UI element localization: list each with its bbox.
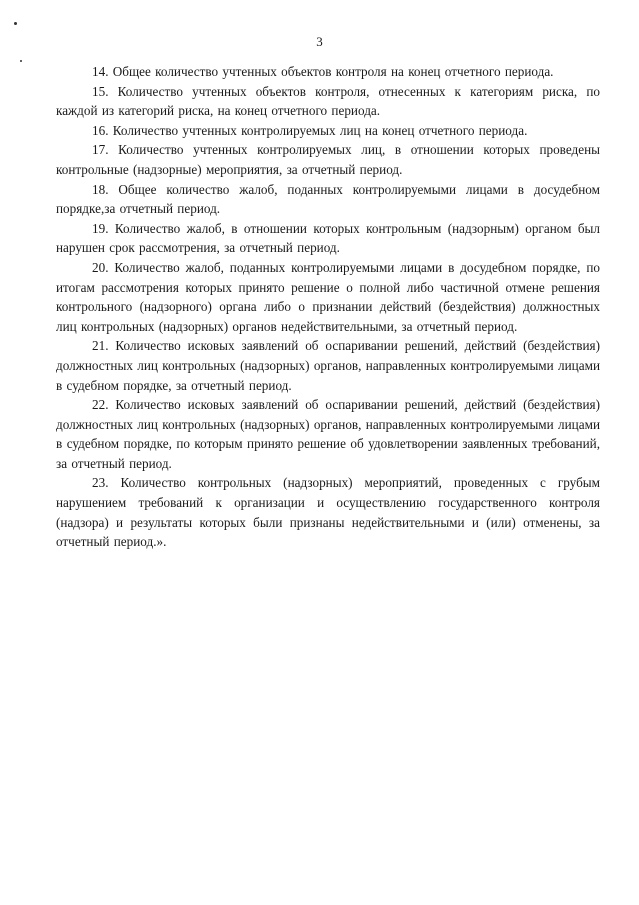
paragraph-19: 19. Количество жалоб, в отношении которых контрольным (надзорным) органом был нарушен срок рассмотрения, за отчетный период. xyxy=(56,220,600,256)
paragraph-22: 22. Количество исковых заявлений об оспаривании решений, действий (бездействия) должностных лиц контрольных (надзорных) органов, направленных контролируемыми лицами в судебном порядке, по которым принято решение об удовлетворении заявленных требований, за отчетный период. xyxy=(56,397,600,471)
scan-speck xyxy=(14,22,17,25)
paragraph-17: 17. Количество учтенных контролируемых лиц, в отношении которых проведены контрольные (надзорные) мероприятия, за отчетный период. xyxy=(56,142,600,177)
paragraph-15: 15. Количество учтенных объектов контроля, отнесенных к категориям риска, по каждой из категорий риска, на конец отчетного периода. xyxy=(56,83,600,119)
paragraph-23: 23. Количество контрольных (надзорных) мероприятий, проведенных с грубым нарушением требований к организации и осуществлению государственного контроля (надзора) и результаты которых были признаны недействительными и (или) отменены, за отчетный период.». xyxy=(56,475,600,550)
paragraph-18: 18. Общее количество жалоб, поданных контролируемыми лицами в досудебном порядке,за отчетный период. xyxy=(56,181,600,217)
paragraph-20: 20. Количество жалоб, поданных контролируемыми лицами в досудебном порядке, по итогам рассмотрения которых принято решение о полной либо частичной отмене решения контрольного (надзорного) органа либо о признании действий (бездействия) должностных лиц контрольных (надзорных) органов недействительными, за отчетный период. xyxy=(56,259,600,334)
paragraph-14: 14. Общее количество учтенных объектов контроля на конец отчетного периода. xyxy=(92,64,554,79)
scan-speck xyxy=(20,60,22,62)
paragraph-21: 21. Количество исковых заявлений об оспаривании решений, действий (бездействия) должностных лиц контрольных (надзорных) органов, направленных контролируемыми лицами в судебном порядке, за отчетный период. xyxy=(56,338,600,393)
document-body xyxy=(56,62,600,552)
paragraph-16: 16. Количество учтенных контролируемых лиц на конец отчетного периода. xyxy=(92,122,528,138)
page-number: 3 xyxy=(316,34,323,49)
